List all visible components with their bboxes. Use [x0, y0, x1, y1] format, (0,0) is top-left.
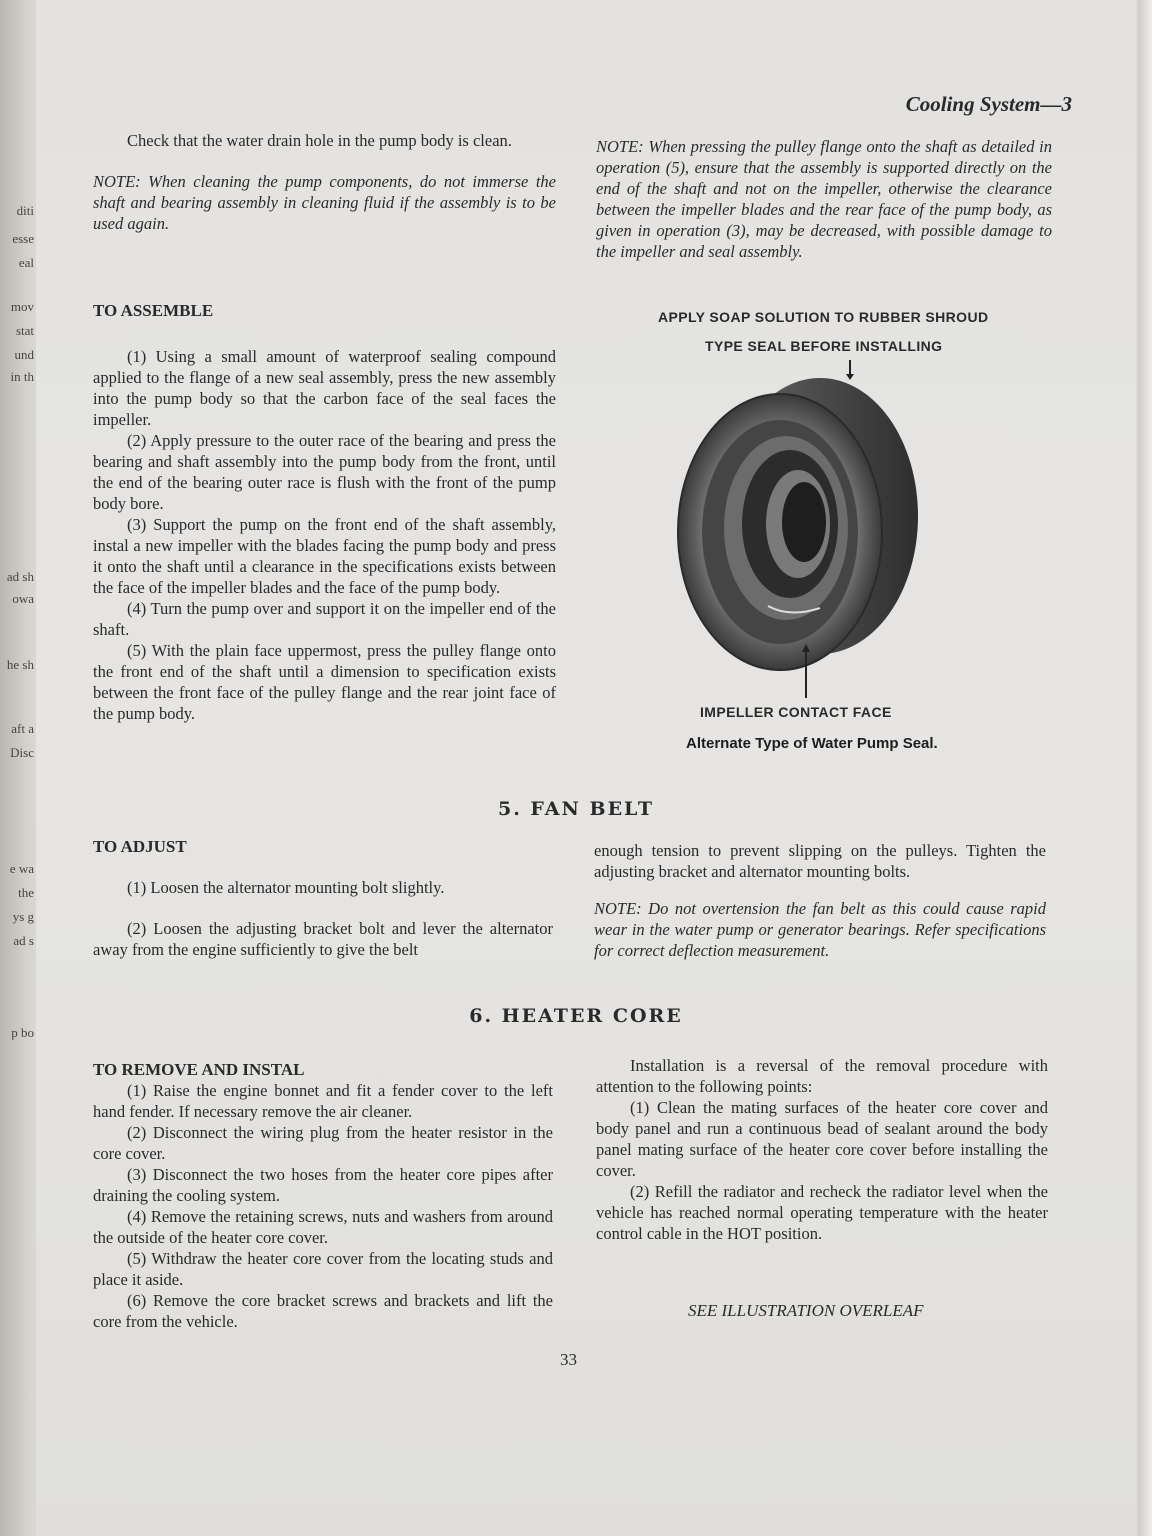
fan-belt-title: 5. FAN BELT	[497, 798, 655, 820]
assemble-step: (2) Apply pressure to the outer race of the bearing and press the bearing and shaft assembly into the pump body from the front, until the end of the bearing outer race is flush with the front of the pump body bore.	[93, 431, 556, 513]
edge-fragment: mov	[10, 299, 34, 314]
assemble-step: (3) Support the pump on the front end of the shaft assembly, instal a new impeller with the blades facing the pump body and press it onto the shaft until a clearance in the specifications exists between the face of the impeller blades and the face of the pump body.	[93, 515, 556, 597]
edge-fragment: he sh	[6, 657, 34, 672]
heater-core-title: 6. HEATER CORE	[469, 1005, 683, 1027]
remove-step: (6) Remove the core bracket screws and brackets and lift the core from the vehicle.	[93, 1291, 553, 1331]
page-number: 33	[560, 1350, 577, 1369]
fan-belt-note: NOTE: Do not overtension the fan belt as this could cause rapid wear in the water pump or generator bearings. Refer specifications for correct deflection measurement.	[594, 899, 1046, 960]
adjust-step: (2) Loosen the adjusting bracket bolt and lever the alternator away from the engine sufficiently to give the belt	[93, 919, 553, 959]
see-overleaf: SEE ILLUSTRATION OVERLEAF	[688, 1301, 924, 1320]
figure-label-bottom: IMPELLER CONTACT FACE	[700, 704, 892, 720]
heater-install-steps	[596, 1055, 1048, 1244]
install-step: (1) Clean the mating surfaces of the heater core cover and body panel and run a continuous bead of sealant around the body panel mating surface of the heater core cover before installing the cover.	[596, 1098, 1048, 1180]
page-header: Cooling System—3	[905, 92, 1072, 116]
edge-fragment: owa	[12, 591, 34, 606]
edge-fragment: esse	[12, 231, 34, 246]
install-intro: Installation is a reversal of the removal procedure with attention to the following points:	[596, 1056, 1048, 1096]
edge-fragment: eal	[18, 255, 34, 270]
edge-fragment: aft a	[11, 721, 34, 736]
water-pump-seal-illustration	[672, 356, 932, 706]
assemble-step: (1) Using a small amount of waterproof sealing compound applied to the flange of a new seal assembly, press the new assembly into the pump body so that the carbon face of the seal faces the impeller.	[93, 347, 556, 429]
edge-fragment: stat	[15, 323, 34, 338]
edge-fragment: diti	[16, 203, 34, 218]
adjust-heading: TO ADJUST	[93, 837, 187, 856]
heater-remove-steps	[93, 1080, 553, 1332]
edge-fragment: e wa	[9, 861, 34, 876]
cleaning-note: NOTE: When cleaning the pump components, do not immerse the shaft and bearing assembly in cleaning fluid if the assembly is to be used again.	[93, 172, 556, 233]
remove-step: (3) Disconnect the two hoses from the heater core pipes after draining the cooling system.	[93, 1165, 553, 1205]
figure-caption: Alternate Type of Water Pump Seal.	[686, 735, 938, 752]
remove-instal-heading: TO REMOVE AND INSTAL	[93, 1060, 305, 1079]
figure-label-top-1: APPLY SOAP SOLUTION TO RUBBER SHROUD	[658, 309, 989, 325]
assemble-steps	[93, 346, 556, 724]
remove-step: (4) Remove the retaining screws, nuts and washers from around the outside of the heater core cover.	[93, 1207, 553, 1247]
check-paragraph: Check that the water drain hole in the pump body is clean.	[127, 131, 512, 150]
edge-fragment: ad s	[13, 933, 34, 948]
left-column-upper	[93, 130, 556, 234]
fan-belt-right	[594, 840, 1046, 961]
assemble-heading: TO ASSEMBLE	[93, 301, 214, 320]
edge-fragment: und	[14, 347, 34, 362]
remove-step: (5) Withdraw the heater core cover from the locating studs and place it aside.	[93, 1249, 553, 1289]
remove-step: (2) Disconnect the wiring plug from the heater resistor in the core cover.	[93, 1123, 553, 1163]
pulley-note: NOTE: When pressing the pulley flange onto the shaft as detailed in operation (5), ensure that the assembly is supported directly on the end of the shaft and not on the impeller, otherwise the clearance between the impeller blades and the rear face of the pump body, as given in operation (3), may be decreased, with possible damage to the impeller and seal assembly.	[596, 137, 1052, 261]
figure-label-top-2: TYPE SEAL BEFORE INSTALLING	[705, 338, 943, 354]
edge-fragment: in th	[10, 369, 34, 384]
edge-fragment: ys g	[12, 909, 34, 924]
remove-step: (1) Raise the engine bonnet and fit a fender cover to the left hand fender. If necessary remove the air cleaner.	[93, 1081, 553, 1121]
adjust-continuation: enough tension to prevent slipping on the pulleys. Tighten the adjusting bracket and alternator mounting bolts.	[594, 841, 1046, 881]
fan-belt-left	[93, 877, 553, 960]
assemble-step: (4) Turn the pump over and support it on the impeller end of the shaft.	[93, 599, 556, 639]
edge-fragment: the	[18, 885, 34, 900]
assemble-step: (5) With the plain face uppermost, press the pulley flange onto the front end of the shaft until a dimension to specification exists between the front face of the pulley flange and the rear joint face of the pump body.	[93, 641, 556, 723]
adjust-step: (1) Loosen the alternator mounting bolt slightly.	[127, 878, 445, 897]
edge-fragment: p bo	[11, 1025, 34, 1040]
edge-fragment: ad sh	[6, 569, 34, 584]
page-right-edge	[1138, 0, 1152, 1536]
install-step: (2) Refill the radiator and recheck the radiator level when the vehicle has reached normal operating temperature with the heater control cable in the HOT position.	[596, 1182, 1048, 1243]
edge-fragment: Disc	[10, 745, 34, 760]
